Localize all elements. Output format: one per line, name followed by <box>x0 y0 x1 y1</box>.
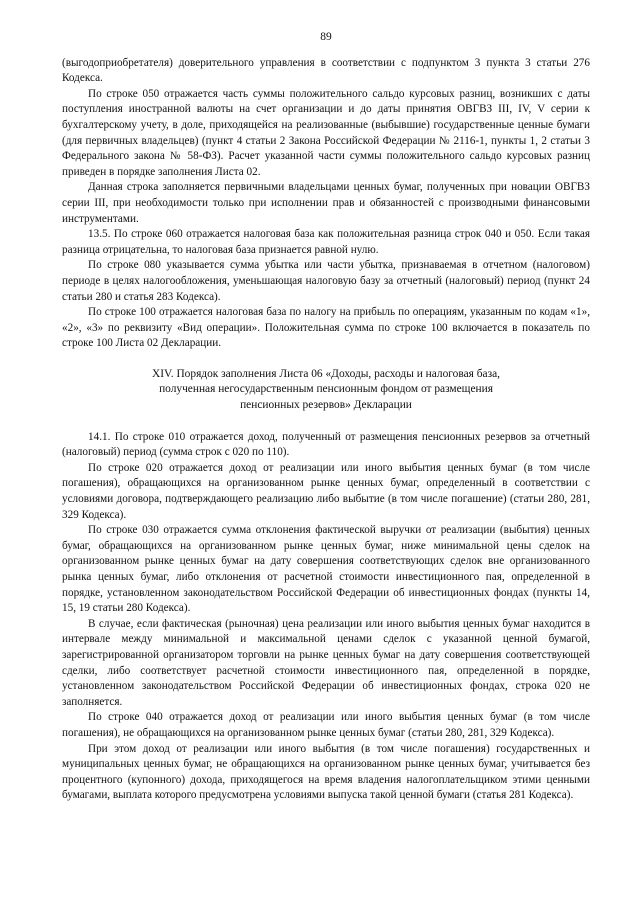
section-heading-line-3: пенсионных резервов» Декларации <box>240 399 412 412</box>
paragraph-state-securities-income: При этом доход от реализации или иного выбытия (в том числе погашения) государственных и муниципальных ценных бумаг, не обращающихся на организованном рынке ценных бумаг, учитывается без процентного (купонного) дохода, приходящегося на время владения налогоплательщиком этими ценными бумагами, выплата которого предусмотрена условиями выпуска такой ценной бумаги (статья 281 Кодекса). <box>62 742 590 802</box>
paragraph-line-040: По строке 040 отражается доход от реализации или иного выбытия ценных бумаг (в том числе погашения), не обращающихся на организованном рынке ценных бумаг (статьи 280, 281, 329 Кодекса). <box>62 711 590 739</box>
paragraph-line-050: По строке 050 отражается часть суммы положительного сальдо курсовых разниц, возникших с даты поступления иностранной валюты на счет организации и до даты принятия ОВГВЗ III, IV, V серии к бухгалтерскому учету, в доле, приходящейся на реализованные (выбывшие) государственные ценные бумаги (для первичных владельцев) (пункт 4 статьи 2 Закона Российской Федерации № 2116-1, пункты 1, 2 статьи 3 Федерального закона № 58-ФЗ). Расчет указанной части суммы положительного сальдо курсовых разниц приведен в порядке заполнения Листа 02. <box>62 87 590 178</box>
paragraph-line-080: По строке 080 указывается сумма убытка или части убытка, признаваемая в отчетном (налоговом) периоде в целях налогообложения, уменьшающая налоговую базу за отчетный (налоговый) период (пункт 24 статьи 280 и статья 283 Кодекса). <box>62 259 590 303</box>
paragraph-continuation: (выгодоприобретателя) доверительного управления в соответствии с подпунктом 3 пункта 3 статьи 276 Кодекса. <box>62 56 590 85</box>
paragraph-line-100: По строке 100 отражается налоговая база по налогу на прибыль по операциям, указанным по кодам «1», «2», «3» по реквизиту «Вид операции». Положительная сумма по строке 100 включается в показатель по строке 100 Листа 02 Декларации. <box>62 306 590 350</box>
section-heading-line-2: полученная негосударственным пенсионным фондом от размещения <box>159 383 493 396</box>
paragraph-line-020: По строке 020 отражается доход от реализации или иного выбытия ценных бумаг (в том числе погашения), обращающихся на организованном рынке ценных бумаг, определенный в соответствии с условиями договора, подтверждающего реализацию либо выбытие (в том числе погашение) (статьи 280, 281, 329 Кодекса). <box>62 461 590 521</box>
paragraph-14-1-line-010: 14.1. По строке 010 отражается доход, полученный от размещения пенсионных резервов за отчетный (налоговый) период (сумма строк с 020 по 110). <box>62 430 590 459</box>
paragraph-first-owners: Данная строка заполняется первичными владельцами ценных бумаг, полученных при новации ОВГВЗ серии III, при необходимости только при исполнении прав и обязанностей с производными финансовыми инструментами. <box>62 181 590 225</box>
section-heading-line-1: XIV. Порядок заполнения Листа 06 «Доходы, расходы и налоговая база, <box>151 367 500 380</box>
page-number: 89 <box>320 31 332 43</box>
paragraph-line-030: По строке 030 отражается сумма отклонения фактической выручки от реализации (выбытия) ценных бумаг, обращающихся на организованном рынке ценных бумаг, ниже минимальной цены сделок на организованном рынке ценных бумаг на дату совершения соответствующих сделок вне организованного рынка ценных бумаг, либо отклонения от расчетной стоимости инвестиционного пая, определенной в порядке, установленном законодательством Российской Федерации об инвестиционных фондах (пункты 14, 15, 19 статьи 280 Кодекса). <box>62 524 590 615</box>
section-heading-xiv <box>62 367 590 414</box>
paragraph-market-price-case: В случае, если фактическая (рыночная) цена реализации или иного выбытия ценных бумаг находится в интервале между минимальной и максимальной ценами сделок с указанной ценной бумагой, зарегистрированной организатором торговли на рынке ценных бумаг на дату совершения соответствующей сделки, либо соответствует расчетной стоимости инвестиционного пая, определенной в порядке, установленном законодательством Российской Федерации об инвестиционных фондах, строка 020 не заполняется. <box>62 617 590 708</box>
paragraph-13-5-line-060: 13.5. По строке 060 отражается налоговая база как положительная разница строк 040 и 050. Если такая разница отрицательна, то налоговая база признается равной нулю. <box>62 228 590 256</box>
document-page <box>62 30 590 804</box>
